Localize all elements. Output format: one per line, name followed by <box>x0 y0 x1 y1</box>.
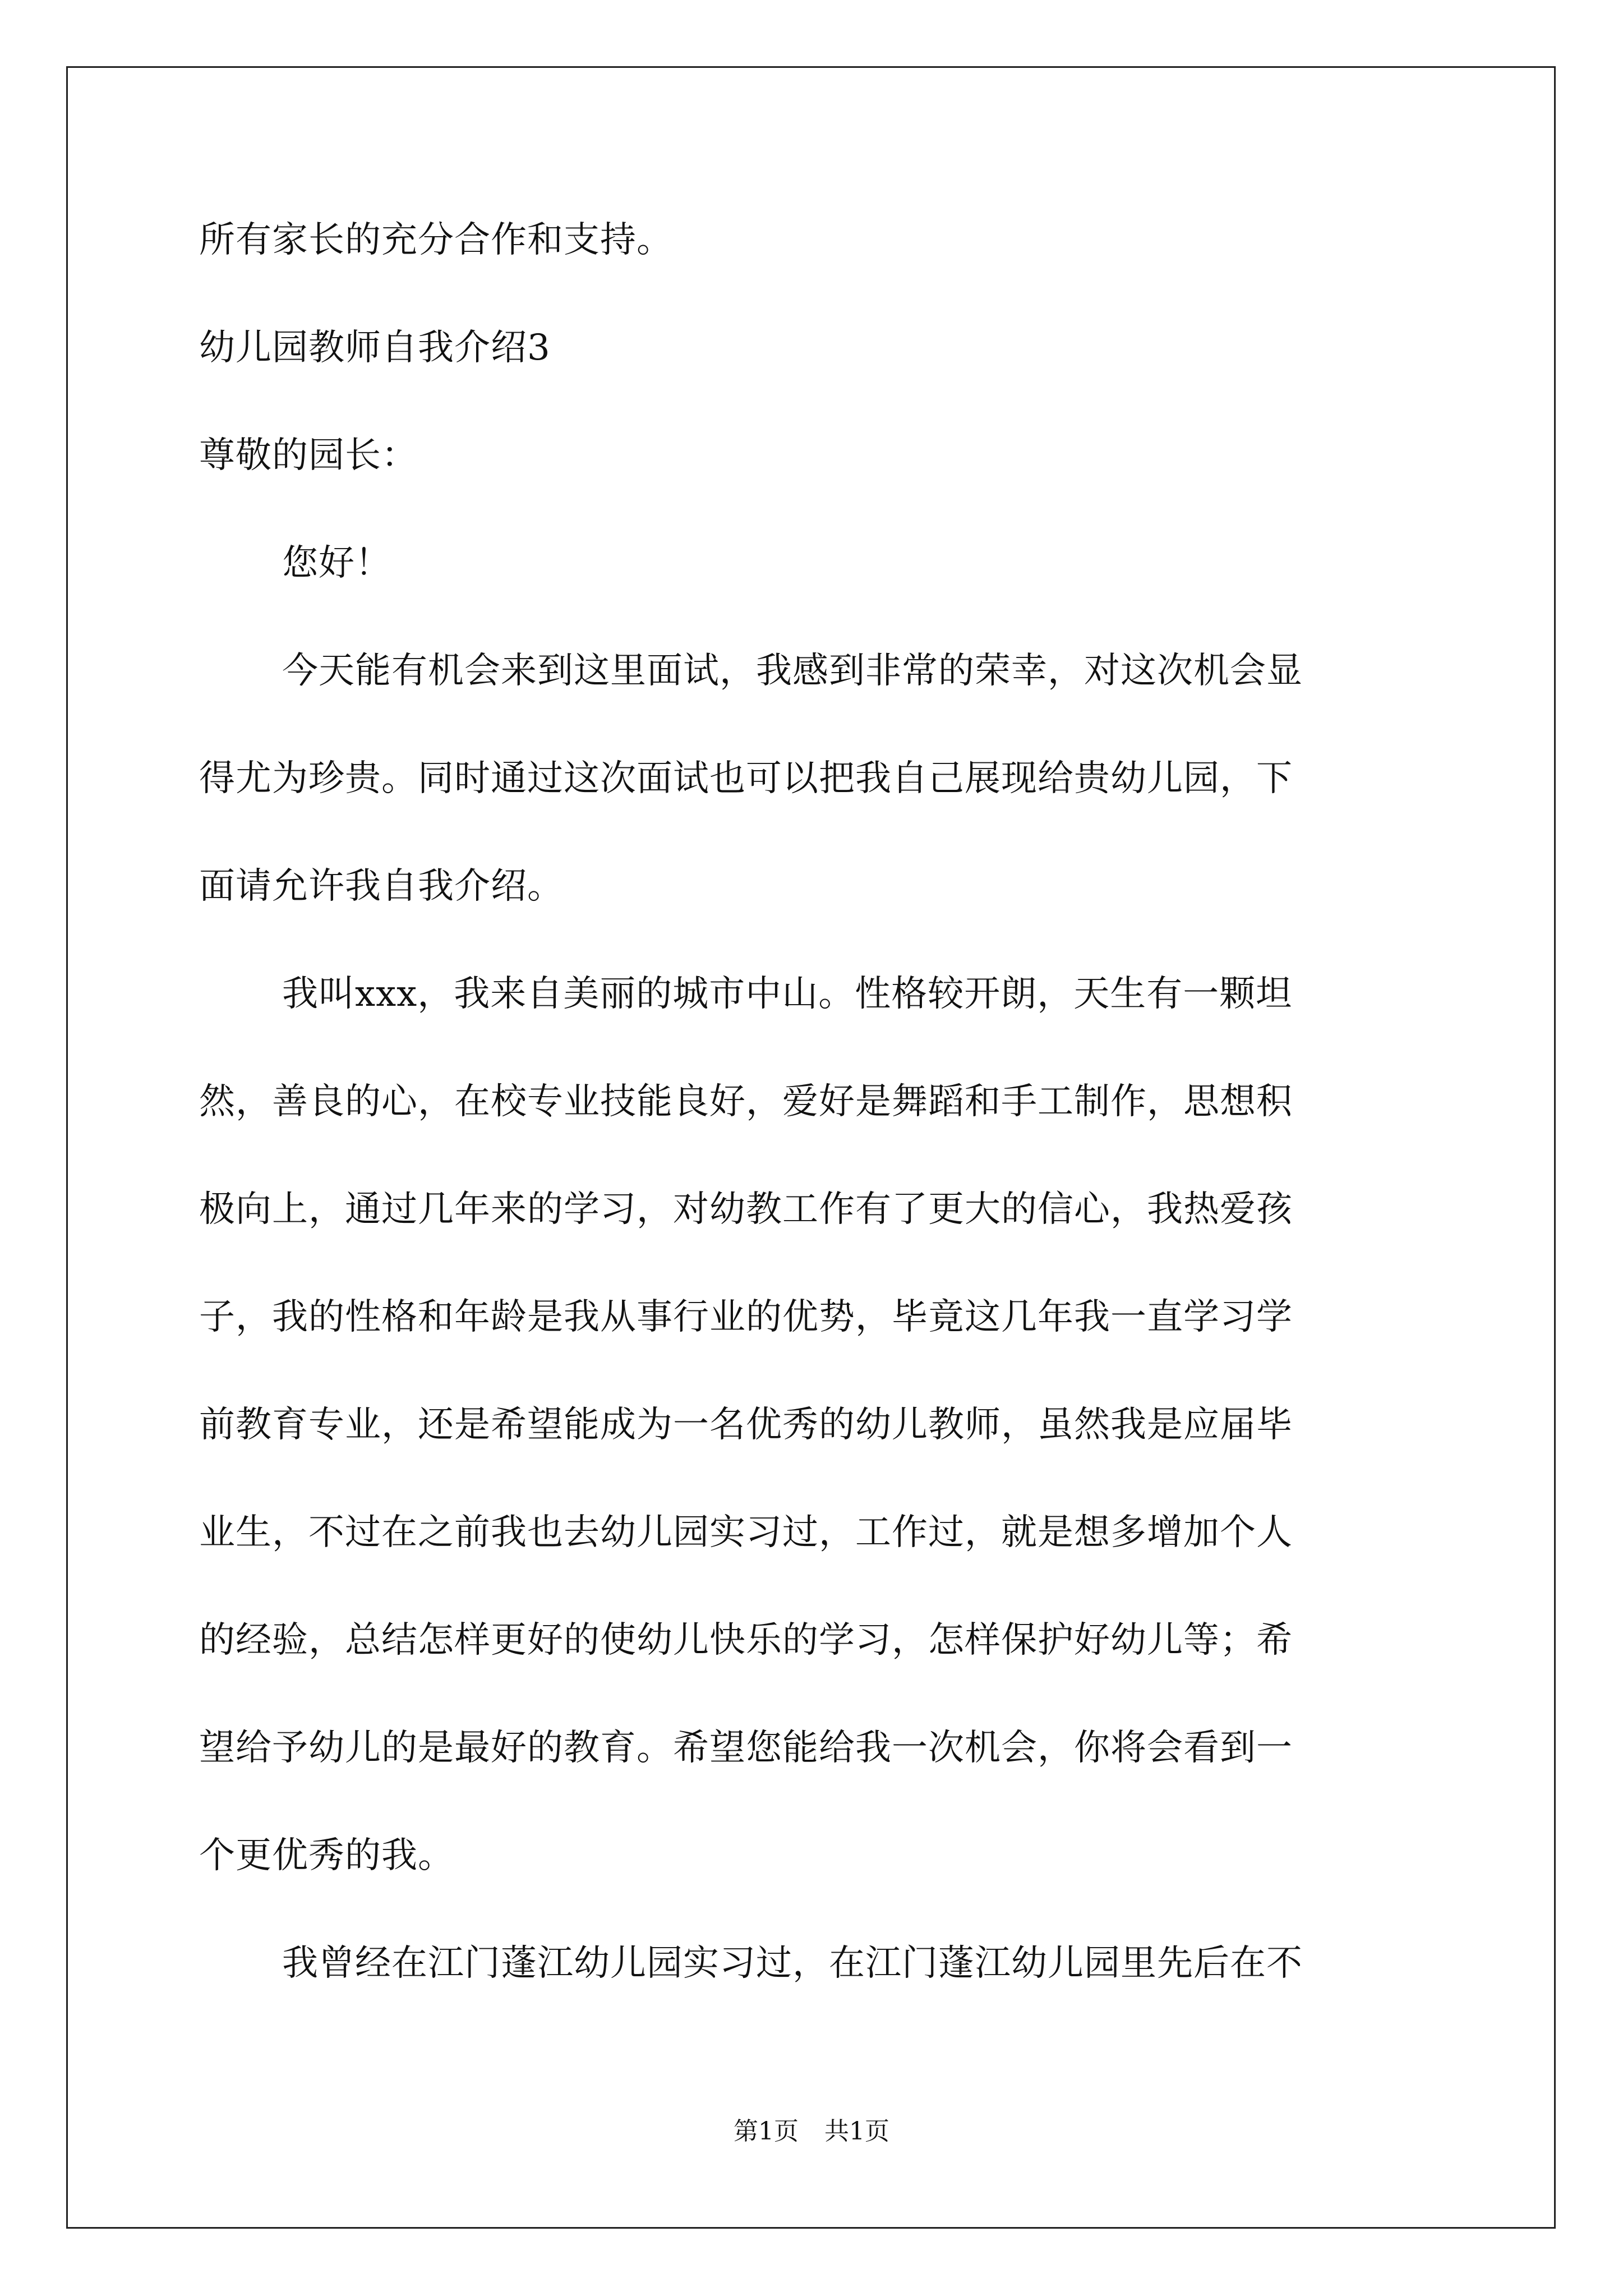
greeting: 您好！ <box>282 542 391 584</box>
document-body <box>199 213 1433 1990</box>
page-total: 共1页 <box>824 2117 889 2146</box>
text-line: 业生，不过在之前我也去幼儿园实习过，工作过，就是想多增加个人 <box>199 1512 1293 1553</box>
text-line: 个更优秀的我。 <box>199 1835 454 1876</box>
text-line: 子，我的性格和年龄是我从事行业的优势，毕竟这几年我一直学习学 <box>199 1296 1293 1338</box>
text-line: 望给予幼儿的是最好的教育。希望您能给我一次机会，你将会看到一 <box>199 1727 1293 1769</box>
text-line: 得尤为珍贵。同时通过这次面试也可以把我自己展现给贵幼儿园，下 <box>199 758 1293 799</box>
text-line: 面请允许我自我介绍。 <box>199 866 564 907</box>
text-line: 我叫xxx，我来自美丽的城市中山。性格较开朗，天生有一颗坦 <box>282 973 1293 1015</box>
text-line: 我曾经在江门蓬江幼儿园实习过，在江门蓬江幼儿园里先后在不 <box>282 1943 1303 1984</box>
text-line: 然，善良的心，在校专业技能良好，爱好是舞蹈和手工制作，思想积 <box>199 1081 1293 1122</box>
text-line: 所有家长的充分合作和支持。 <box>199 219 673 261</box>
section-heading: 幼儿园教师自我介绍3 <box>199 327 551 369</box>
text-line: 的经验，总结怎样更好的使幼儿快乐的学习，怎样保护好幼儿等；希 <box>199 1619 1293 1661</box>
page-number: 第1页 <box>734 2117 799 2146</box>
text-line: 极向上，通过几年来的学习，对幼教工作有了更大的信心，我热爱孩 <box>199 1189 1293 1230</box>
page-footer <box>0 2115 1623 2148</box>
text-line: 今天能有机会来到这里面试，我感到非常的荣幸，对这次机会显 <box>282 650 1303 692</box>
salutation: 尊敬的园长： <box>199 435 418 476</box>
text-line: 前教育专业，还是希望能成为一名优秀的幼儿教师，虽然我是应届毕 <box>199 1404 1293 1446</box>
